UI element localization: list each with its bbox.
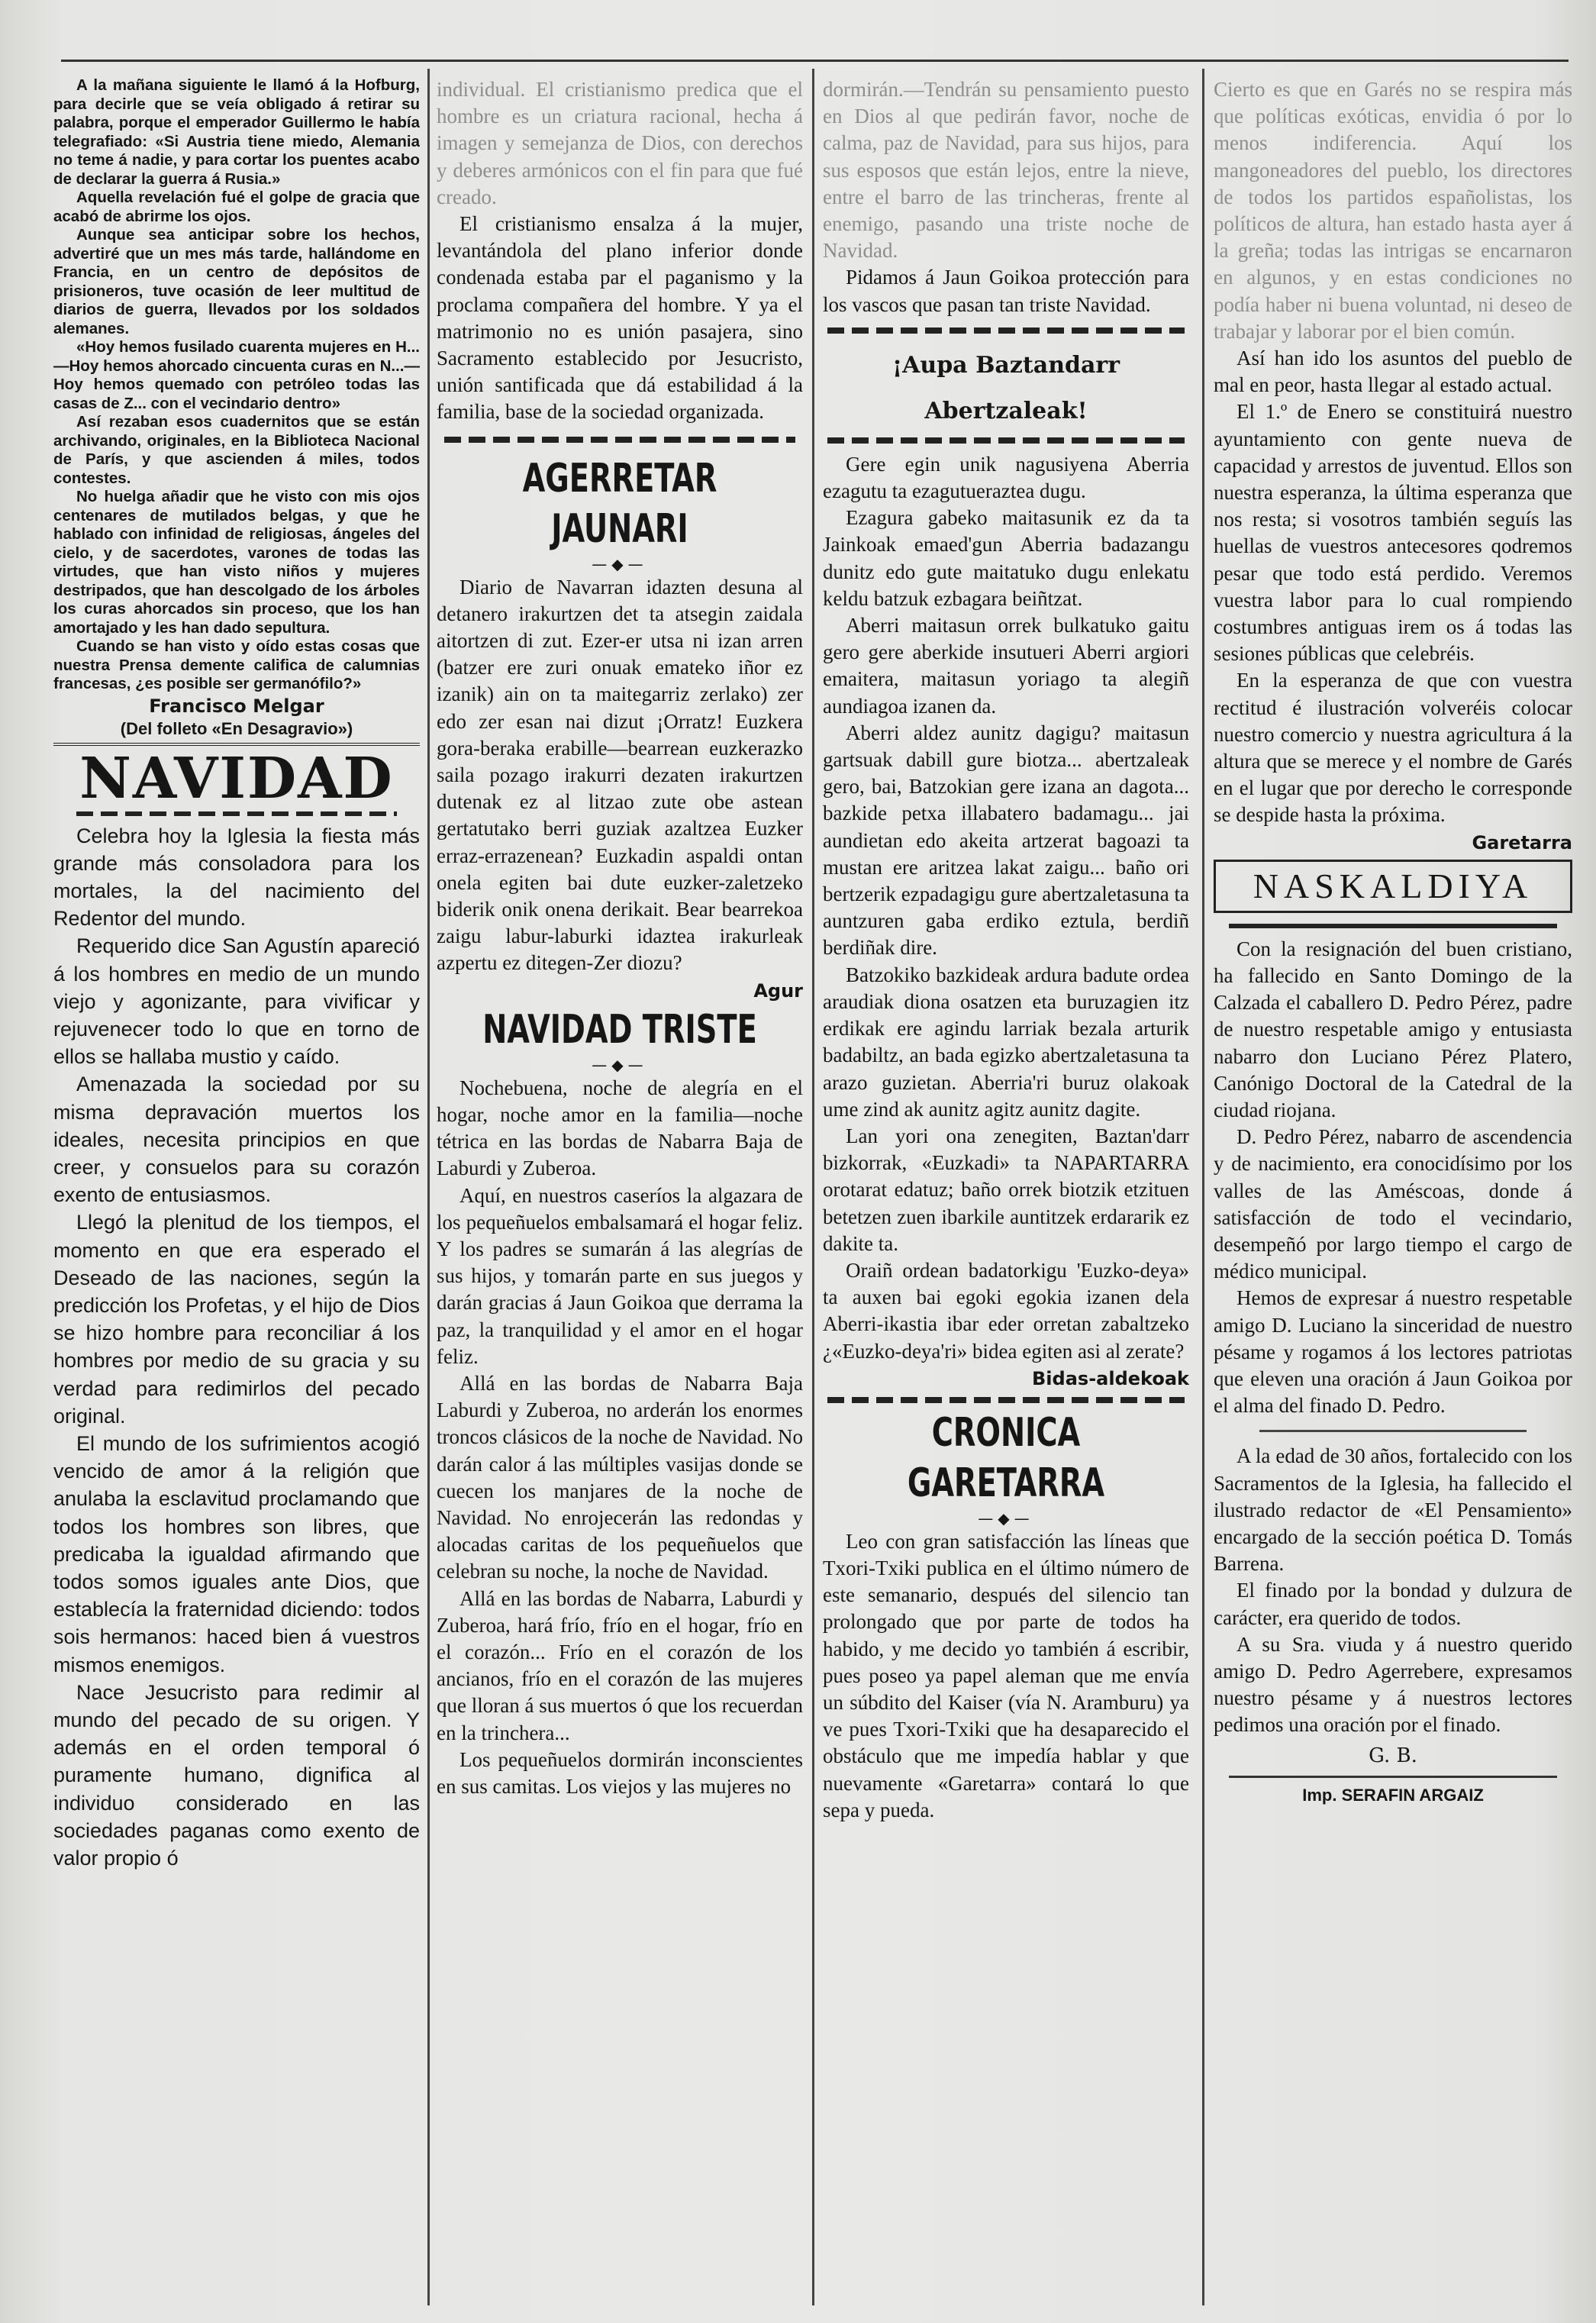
article-paragraph: Ezagura gabeko maitasunik ez da ta Jainkoak emaed'gun Aberria badazangu dunitz edo gute maitatuko dugu enlekatu keldu batzuk ezbagara beiñtzat. — [823, 506, 1189, 610]
article-paragraph: El cristianismo ensalza á la mujer, levantándola del plano inferior donde condenada estaba par el paganismo y la proclama compañera del hombre. Y ya el matrimonio no es unión pasajera, sino Sacramento establecido por Jesucristo, unión santificada que dá estabilidad á la familia, base de la sociedad organizada. — [437, 212, 803, 424]
ornament-rule — [444, 437, 795, 443]
signature-gb: G. B. — [1369, 1744, 1417, 1767]
ornament-rule — [827, 1397, 1185, 1403]
article-paragraph: dormirán.—Tendrán su pensamiento puesto en Dios al que pedirán favor, noche de calma, paz de Navidad, para sus hijos, para sus esposos que están lejos, entre la nieve, entre el barro de las trincheras, frente al enemigo, pasando una triste noche de Navidad. — [823, 78, 1189, 263]
article-paragraph: Oraiñ ordean badatorkigu 'Euzko-deya» ta auxen bai egoki egokia izanen dela Aberri-ikastia ibar eder orretan zabaltzeko ¿«Euzko-deya'ri» bidea egiten asi al zerate? — [823, 1258, 1189, 1363]
article-paragraph: Aberri aldez aunitz dagigu? maitasun gartsuak dabill gure biotza... abertzaleak gero, bai, Batzokian gere izana an dagota... bazkide petxa illabatero badamagu... jai aundietan edo akeita artzerat bagoazi ta mustan ere aritzea lakat zaigu... baño ori bertzerik ezpadagigu gure abertzaletasuna ta auntzuren gaba erdiko eztula, berdiñ berdiñak dire. — [823, 721, 1189, 960]
column-rule — [1202, 69, 1204, 2305]
ornament-divider: —◆— — [592, 1055, 648, 1074]
article-paragraph: Allá en las bordas de Nabarra Baja Laburdi y Zuberoa, no arderán los enormes troncos clásicos de la noche de Navidad. No darán calor á las múltiples vasijas donde se cuecen los manjares de la noche de Navidad. No enrojecerán las redondas y alocadas caritas de los pequeñuelos que celebran su noche, la noche de Navidad. — [437, 1371, 803, 1583]
article-paragraph: A la edad de 30 años, fortalecido con los Sacramentos de la Iglesia, ha fallecido el ilustrado redactor de «El Pensamiento» encargado de la sección poética D. Tomás Barrena. — [1214, 1444, 1572, 1576]
author-signature: Francisco Melgar — [149, 695, 324, 717]
signature-agur: Agur — [753, 979, 803, 1002]
article-paragraph: Nace Jesucristo para redimir al mundo del pecado de su origen. Y además en el orden temporal ó puramente humano, dignifica al individuo considerado en las sociedades paganas como exento de valor propio ó — [53, 1680, 420, 1870]
article-paragraph: Amenazada la sociedad por su misma depravación muertos los ideales, necesita principios en que creer, y consuelos para su corazón exento de entusiasmos. — [53, 1073, 420, 1207]
ornament-rule — [827, 437, 1185, 444]
article-paragraph: Leo con gran satisfacción las líneas que Txori-Txiki publica en el último número de este semanario, después del silencio tan prolongado que por parte de todos ha habido, y me decido yo también á escribir, pues poseo ya papel aleman que me envía un súbdito del Kaiser (vía N. Aramburu) ya ve pues Txori-Txiki que ha desaparecido el obstáculo que me impedía hablar y que nuevamente «Garetarra» contará lo que sepa y pueda. — [823, 1529, 1189, 1821]
article-paragraph: Aberri maitasun orrek bulkatuko gaitu gero gere aberkide insutueri Aberri argiori emaitera, maitasun yoriago ta alegiñ aundiagoa izanen da. — [823, 614, 1189, 718]
article-paragraph: El 1.º de Enero se constituirá nuestro ayuntamiento con gente nueva de capacidad y arrestos de juventud. Ellos son nuestra esperanza, la última esperanza que nos resta; si vosotros también seguís las huellas de vuestros antecesores qodremos pesar que todo está perdido. Veremos vuestra labor para lo cual rompiendo costumbres antiguas irem os á todas las sesiones públicas que celebréis. — [1214, 400, 1572, 666]
article-paragraph: Aunque sea anticipar sobre los hechos, advertiré que un mes más tarde, hallándome en Francia, en un centro de depósitos de prisioneros, tuve ocasión de leer multitud de diarios de guerra, llevados por los soldados alemanes. — [53, 226, 420, 337]
column-2 — [437, 76, 803, 2294]
article-paragraph: Nochebuena, noche de alegría en el hogar, noche amor en la familia—noche tétrica en las bordas de Nabarra Baja de Laburdi y Zuberoa. — [437, 1076, 803, 1180]
article-paragraph: individual. El cristianismo predica que el hombre es un criatura racional, hecha á imagen y semejanza de Dios, con derechos y deberes armónicos con el fin para que fué creado. — [437, 78, 803, 208]
column-rule — [427, 69, 430, 2305]
source-note: (Del folleto «En Desagravio») — [120, 718, 353, 738]
article-paragraph: Llegó la plenitud de los tiempos, el momento en que era esperado el Deseado de las naciones, según la predicción los Profetas, y el hijo de Dios se hizo hombre para reconciliar á los hombres por medio de su gracia y su verdad para redimirlos del pecado original. — [53, 1211, 420, 1428]
ornament-rule — [1229, 924, 1557, 928]
article-paragraph: D. Pedro Pérez, nabarro de ascendencia y de nacimiento, era conocidísimo por los valles de las Améscoas, donde á satisfacción de todo el vecindario, desempeñó por largo tiempo el cargo de médico municipal. — [1214, 1125, 1572, 1283]
ornament-rule — [76, 811, 397, 816]
column-1 — [53, 76, 420, 2294]
article-paragraph: Cierto es que en Garés no se respira más que políticas exóticas, envidia ó por lo menos indiferencia. Aquí los mangoneadores del pueblo, los directores de todos los partidos españolistas, los políticos de altura, han estado hasta ayer á la greña; todas las intrigas se encarnaron en algunos, y en estas condiciones no podía haber ni buena voluntad, ni deseo de trabajar y laborar por el bien común. — [1214, 78, 1572, 343]
article-paragraph: Allá en las bordas de Nabarra, Laburdi y Zuberoa, hará frío, frío en el hogar, frío en el corazón... Frío en el corazón de los ancianos, frío en el corazón de las mujeres que lloran á sus muertos ó que los recuerdan en la trinchera... — [437, 1586, 803, 1744]
ornament-divider: —◆— — [978, 1508, 1034, 1528]
signature-garetarra: Garetarra — [1472, 831, 1572, 853]
article-paragraph: «Hoy hemos fusilado cuarenta mujeres en H...—Hoy hemos ahorcado cincuenta curas en N...—Hoy hemos quemado con petróleo todas las casas de Z... con el vecindario dentro» — [53, 338, 420, 412]
section-title-navidad: NAVIDAD — [53, 743, 420, 811]
column-rule — [812, 69, 814, 2305]
section-title-aupa-baztandarr: ¡Aupa Baztandarr Abertzaleak! — [892, 351, 1120, 424]
article-paragraph: Aquella revelación fué el golpe de gracia que acabó de abrirme los ojos. — [53, 189, 420, 225]
ornament-divider: —◆— — [592, 554, 648, 573]
article-paragraph: Celebra hoy la Iglesia la fiesta más grande más consoladora para los mortales, la del nacimiento del Redentor del mundo. — [53, 824, 420, 931]
column-3 — [823, 76, 1189, 2294]
article-paragraph: Lan yori ona zenegiten, Baztan'darr bizkorrak, «Euzkadi» ta NAPARTARRA orotarat edatuz; baño orrek biotzik etzituen betetzen zuen ibarkile auntitzek erdararik ez dakite ta. — [823, 1124, 1189, 1255]
signature-bidas-aldekoak: Bidas-aldekoak — [1032, 1367, 1189, 1389]
article-paragraph: Gere egin unik nagusiyena Aberria ezagutu ta ezagutueraztea dugu. — [823, 452, 1189, 503]
section-title-navidad-triste: NAVIDAD TRISTE — [482, 1006, 757, 1053]
article-paragraph: Batzokiko bazkideak ardura badute ordea araudiak diona osatzen eta buruzagien itz erdikak ere agindu larriak bezala arturik badabiltz, an bada egizko abertzaletasuna ta arazo guzietan. Aberria'ri buruz olakoak ume zind ak aunitz agitz aunitz dagite. — [823, 963, 1189, 1121]
article-paragraph: Requerido dice San Agustín apareció á los hombres en medio de un mundo viejo y agonizante, para vivificar y rejuvenecer todo lo que en torno de ellos se hallaba mustio y caído. — [53, 934, 420, 1069]
section-title-cronica-garetarra: CRONICA GARETARRA — [907, 1409, 1105, 1506]
article-paragraph: Hemos de expresar á nuestro respetable amigo D. Luciano la sinceridad de nuestro pésame y rogamos á los lectores patriotas que eleven una oración á Jaun Goikoa por el alma del finado D. Pedro. — [1214, 1286, 1572, 1418]
ornament-rule — [827, 327, 1185, 334]
article-paragraph: Los pequeñuelos dormirán inconscientes en sus camitas. Los viejos y las mujeres no — [437, 1747, 803, 1798]
article-paragraph: Así rezaban esos cuadernitos que se están archivando, originales, en la Biblioteca Nacional de París, y que ascienden á miles, todos contestes. — [53, 413, 420, 487]
section-title-agerretar-jaunari: AGERRETAR JAUNARI — [522, 455, 717, 552]
article-paragraph: Pidamos á Jaun Goikoa protección para los vascos que pasan tan triste Navidad. — [823, 266, 1189, 316]
article-paragraph: No huelga añadir que he visto con mis ojos centenares de mutilados belgas, y que he hablado con infinidad de religiosas, ángeles del cielo, y de sacerdotes, varones de todas las virtudes, que han visto niños y mujeres destripados, que han descolgado de los árboles los curas ahorcados sin proceso, que los han amortajado y les han dado sepultura. — [53, 488, 420, 637]
article-paragraph: Diario de Navarran idazten desuna al detanero irakurtzen det ta atsegin zaidala aitortzen di zut. Ezer-er utsa ni izan arren (batzer ere zuri onuak emateko iñor ez izanik) ain on ta maitegarriz zerlako) zer edo zer esan nai dizut ¡Orratz! Euzkera gora-beraka erabille—bearrean euzkerazko saila pozago irakurri dezaten irakurtzen dutenak ez al litzao zute obe astean gertatutako berri guziak azaltzea Euzker erraz-errazenean? Euzkadin aspaldi ontan onela egiten bai dute euzker-zaletzeko biderik onik onena derikait. Bear bearrekoa zaigu labur-laburki idaztea irakurleak azpertu ez ditegen-Zer diozu? — [437, 575, 803, 975]
imprint: Imp. SERAFIN ARGAIZ — [1302, 1785, 1484, 1805]
section-title-naskaldiya: NASKALDIYA — [1214, 860, 1572, 913]
column-4 — [1214, 76, 1572, 2294]
divider — [1259, 1430, 1527, 1432]
divider — [1229, 1776, 1557, 1778]
article-paragraph: Con la resignación del buen cristiano, ha fallecido en Santo Domingo de la Calzada el caballero D. Pedro Pérez, padre de nuestro respetable amigo y entusiasta nabarro don Luciano Pérez Platero, Canónigo Doctoral de la Catedral de la ciudad riojana. — [1214, 937, 1572, 1121]
article-paragraph: En la esperanza de que con vuestra rectitud é ilustración volveréis colocar nuestro comercio y nuestra agricultura á la altura que se merece y el nombre de Garés en el lugar que por derecho le corresponde se despide hasta la próxima. — [1214, 669, 1572, 827]
article-paragraph: El finado por la bondad y dulzura de carácter, era querido de todos. — [1214, 1579, 1572, 1629]
article-paragraph: Así han ido los asuntos del pueblo de mal en peor, hasta llegar al estado actual. — [1214, 347, 1572, 397]
article-paragraph: Cuando se han visto y oído estas cosas que nuestra Prensa demente califica de calumnias francesas, ¿es posible ser germanófilo?» — [53, 637, 420, 692]
article-paragraph: El mundo de los sufrimientos acogió vencido de amor á la religión que anulaba la esclavitud proclamando que todos los hombres son libres, que predicaba la igualdad afirmando que todos somos iguales ante Dios, que establecía la fraternidad diciendo: todos sois hermanos: haced bien á vuestros mismos enemigos. — [53, 1431, 420, 1676]
article-paragraph: Aquí, en nuestros caseríos la algazara de los pequeñuelos embalsamará el hogar feliz. Y los padres se sumarán á las alegrías de sus hijos, y tomarán parte en sus juegos y darán gracias á Jaun Goikoa que derrama la paz, la tranquilidad y el amor en el hogar feliz. — [437, 1183, 803, 1368]
top-rule — [61, 60, 1569, 62]
article-paragraph: A la mañana siguiente le llamó á la Hofburg, para decirle que se veía obligado á retirar su palabra, porque el emperador Guillermo le había telegrafiado: «Si Austria tiene miedo, Alemania no teme á nadie, y para cortar los puentes acabo de declarar la guerra á Rusia.» — [53, 76, 420, 188]
article-paragraph: A su Sra. viuda y á nuestro querido amigo D. Pedro Agerrebere, expresamos nuestro pésame y á nuestros lectores pedimos una oración por el finado. — [1214, 1632, 1572, 1737]
